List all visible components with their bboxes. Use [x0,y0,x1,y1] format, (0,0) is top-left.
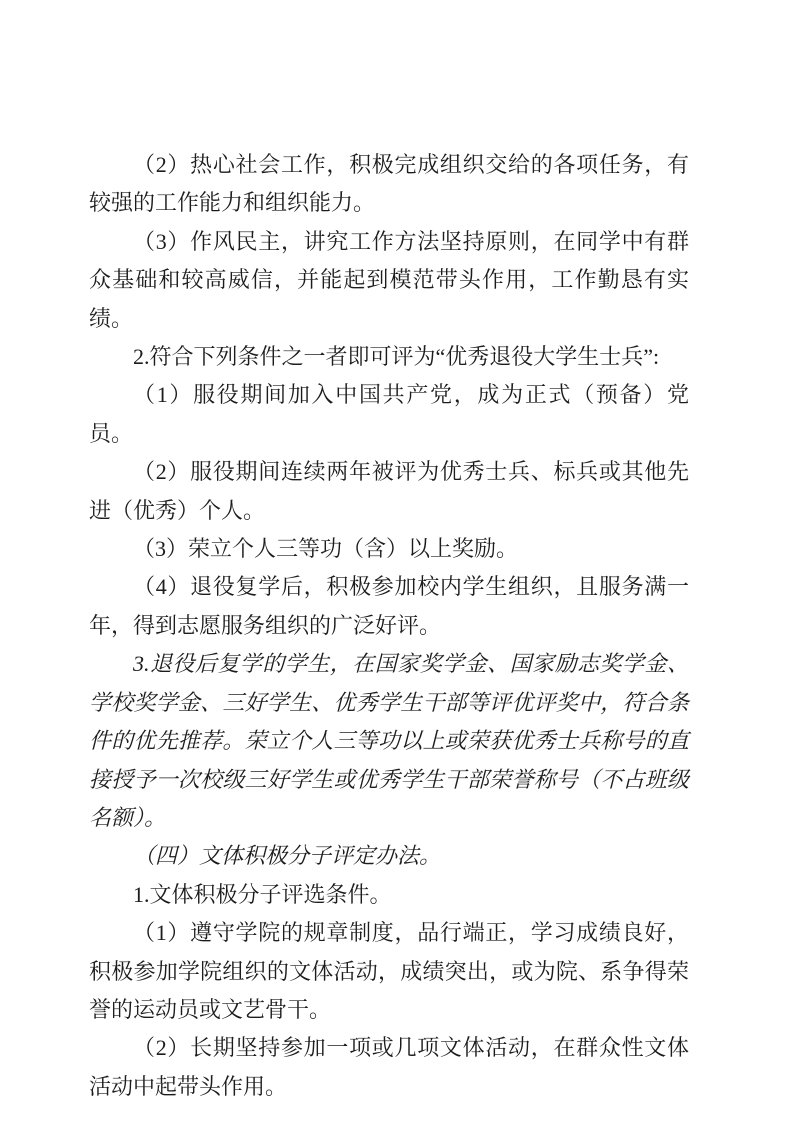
section-heading: （四）文体积极分子评定办法。 [133,843,442,869]
document-paragraph: （3）荣立个人三等功（含）以上奖励。 [133,536,519,562]
document-paragraph: （2）长期坚持参加一项或几项文体活动，在群众性文体活动中起带头作用。 [89,1035,689,1099]
document-paragraph: （1）遵守学院的规章制度，品行端正，学习成绩良好，积极参加学院组织的文体活动，成绩突出，或为院、系争得荣誉的运动员或文艺骨干。 [89,920,689,1022]
document-paragraph: （4）退役复学后，积极参加校内学生组织，且服务满一年，得到志愿服务组织的广泛好评。 [89,574,689,638]
document-paragraph: （2）服役期间连续两年被评为优秀士兵、标兵或其他先进（优秀）个人。 [89,459,689,523]
document-paragraph-emphasis: 3.退役后复学的学生，在国家奖学金、国家励志奖学金、学校奖学金、三好学生、优秀学生干部等评优评奖中，符合条件的优先推荐。荣立个人三等功以上或荣获优秀士兵称号的直接授予一次校级三好学生或优秀学生干部荣誉称号（不占班级名额）。 [89,651,689,830]
document-paragraph: （3）作风民主，讲究工作方法坚持原则，在同学中有群众基础和较高威信，并能起到模范带头作用，工作勤恳有实绩。 [89,228,689,331]
document-body [89,146,689,1106]
document-paragraph: （2）热心社会工作，积极完成组织交给的各项任务，有较强的工作能力和组织能力。 [89,152,689,216]
document-paragraph: 2.符合下列条件之一者即可评为“优秀退役大学生士兵”: [133,344,660,370]
document-paragraph: 1.文体积极分子评选条件。 [133,881,392,907]
document-paragraph: （1）服役期间加入中国共产党，成为正式（预备）党员。 [89,382,689,446]
